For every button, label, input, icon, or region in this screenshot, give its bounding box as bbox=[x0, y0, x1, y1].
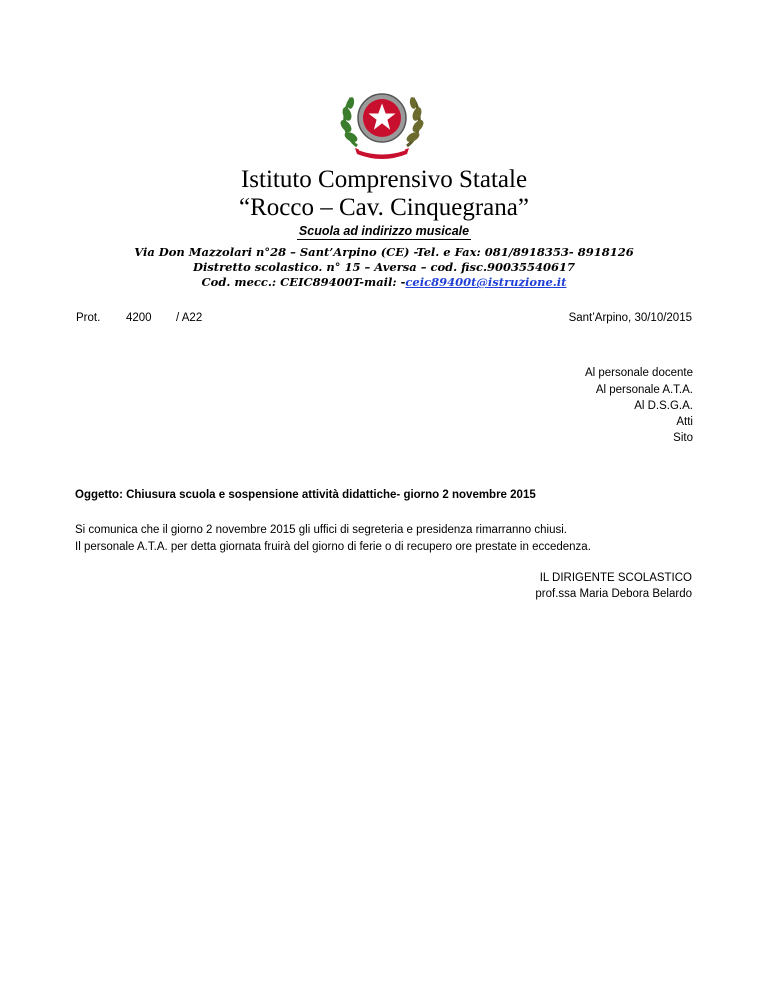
recipient: Al D.S.G.A. bbox=[634, 400, 693, 412]
school-subtitle bbox=[0, 222, 768, 240]
recipient: Al personale docente bbox=[584, 367, 693, 379]
recipient: Sito bbox=[673, 432, 693, 444]
school-name: Istituto Comprensivo Statale bbox=[240, 166, 528, 193]
email-link[interactable]: ceic89400t@istruzione.it bbox=[405, 275, 567, 289]
signature-role: IL DIRIGENTE SCOLASTICO bbox=[539, 572, 692, 584]
body-paragraph: Il personale A.T.A. per detta giornata fruirà del giorno di ferie o di recupero ore prestate in eccedenza. bbox=[75, 541, 591, 553]
subject-line: Oggetto: Chiusura scuola e sospensione attività didattiche- giorno 2 novembre 2015 bbox=[75, 489, 536, 501]
school-dedication: “Rocco – Cav. Cinquegrana” bbox=[239, 194, 529, 221]
mechanographic-code-line bbox=[0, 275, 768, 290]
address-line: Via Don Mazzolari n°28 – Sant’Arpino (CE) -Tel. e Fax: 081/8918353- 8918126 bbox=[134, 245, 634, 259]
protocol-number: 4200 bbox=[126, 312, 152, 324]
code-text: Cod. mecc.: CEIC89400T-mail: - bbox=[201, 275, 406, 289]
subtitle-text: Scuola ad indirizzo musicale bbox=[298, 224, 470, 238]
recipient: Al personale A.T.A. bbox=[595, 384, 693, 396]
place-date: Sant’Arpino, 30/10/2015 bbox=[568, 312, 692, 324]
protocol-code: / A22 bbox=[176, 312, 203, 324]
district-line: Distretto scolastico. n° 15 – Aversa – cod. fisc.90035540617 bbox=[192, 260, 576, 274]
body-paragraph: Si comunica che il giorno 2 novembre 2015 gli uffici di segreteria e presidenza rimarranno chiusi. bbox=[75, 524, 567, 536]
emblem-of-italy bbox=[337, 84, 427, 160]
recipient: Atti bbox=[676, 416, 693, 428]
protocol-label: Prot. bbox=[76, 312, 101, 324]
signature-name: prof.ssa Maria Debora Belardo bbox=[535, 588, 692, 600]
